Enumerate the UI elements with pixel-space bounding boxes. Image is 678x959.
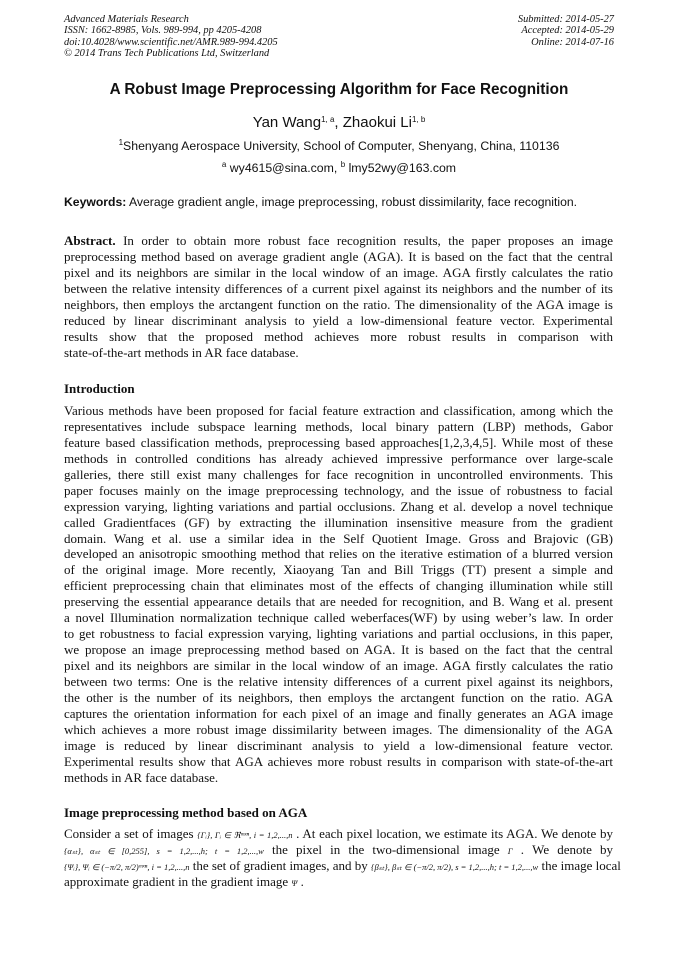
submitted-date: Submitted: 2014-05-27	[517, 14, 614, 25]
intro-line: methods in controlled conditions has already achieved impressive performance over large-scale	[64, 450, 613, 466]
doi-line: doi:10.4028/www.scientific.net/AMR.989-994.4205	[64, 36, 278, 48]
abstract-line: Abstract. In order to obtain more robust face recognition results, the paper proposes an image	[64, 233, 613, 248]
intro-line: to get robustness to facial expression varying, lighting variations and partial occlusions, in this paper,	[64, 626, 613, 642]
submission-dates	[518, 14, 614, 48]
pixel-set-formula: {αₛₜ}, αₛₜ ∈ [0,255], s = 1,2,...,h; t = 1,2,...,w	[64, 845, 264, 856]
abstract-line: pixel and its neighbors are similar in the local window of an image. AGA firstly calculates the ratio	[64, 264, 613, 280]
author-separator: ,	[334, 114, 343, 131]
intro-line: Various methods have been proposed for facial feature extraction and classification, among which the	[64, 403, 613, 418]
email-line	[0, 161, 678, 175]
intro-line: captures the orientation information for each pixel of an image and finally generates an AGA image	[64, 705, 613, 721]
email-a[interactable]: wy4615@sina.com,	[226, 161, 341, 175]
email-b[interactable]: lmy52wy@163.com	[345, 161, 457, 175]
affiliation	[0, 139, 678, 153]
beta-set-formula: {βₛₜ}, βₛₜ ∈ (−π/2, π/2), s = 1,2,...,h; t = 1,2,...,w	[371, 861, 539, 872]
psi-symbol: Ψ	[291, 877, 298, 888]
image-set-formula: {Γᵢ}, Γᵢ ∈ ℜᵐˣⁿ, i = 1,2,...,n	[197, 830, 293, 840]
intro-line: the other is the number of its neighbors, then employs the arctangent function on the ratio. AGA	[64, 689, 613, 705]
author-1: Yan Wang	[252, 114, 322, 131]
author-2: Zhaokui Li	[342, 114, 412, 131]
intro-line: galleries, there still exist many challenges for face recognition in uncontrolled environments. This	[64, 466, 613, 482]
journal-info	[64, 14, 278, 60]
intro-line: Experimental results show that AGA achieves more robust results in comparison with state-of-the-art	[64, 753, 613, 769]
intro-line: we propose an image preprocessing method based on AGA. It is based on the fact that the central	[64, 642, 613, 658]
intro-line: developed an anisotropic smoothing method that relies on the iterative estimation of a blurred version	[64, 546, 613, 562]
affiliation-text: Shenyang Aerospace University, School of Computer, Shenyang, China, 110136	[123, 139, 560, 153]
copyright-line: © 2014 Trans Tech Publications Ltd, Switzerland	[64, 48, 270, 60]
intro-line: image is reduced by linear discriminant analysis to yield a low-dimensional feature vector.	[64, 737, 613, 753]
abstract-line: between the relative intensity differences of a current pixel against its neighbors and the number of its	[64, 280, 613, 296]
section2-line: approximate gradient in the gradient image Ψ .	[64, 873, 304, 889]
introduction-body	[64, 403, 613, 786]
intro-line: efficient preprocessing chain that eliminates most of the effects of changing illumination while still	[64, 578, 613, 594]
paper-title: A Robust Image Preprocessing Algorithm for Face Recognition	[109, 81, 569, 98]
section2-line: {Ψᵢ}, Ψᵢ ∈ (−π/2, π/2)ᵐˣⁿ, i = 1,2,...,n the set of gradient images, and by {βₛₜ}, βₛₜ ∈ (−π/2, π/2), s = 1,2,...,h; t = 1,2,...,w the image local	[64, 857, 621, 873]
section2-heading: Image preprocessing method based on AGA	[64, 805, 308, 820]
abstract-line: state-of-the-art methods in AR face database.	[64, 344, 299, 360]
accepted-date: Accepted: 2014-05-29	[521, 25, 614, 37]
intro-line: between two terms: One is the relative intensity differences of a current pixel against its neighbors,	[64, 673, 613, 689]
abstract-line: neighbors, then employs the arctangent function on the ratio. The dimensionality of the AGA image is	[64, 296, 613, 312]
email-b-sup: b	[340, 160, 346, 169]
issn-line: ISSN: 1662-8985, Vols. 989-994, pp 4205-4208	[64, 25, 262, 37]
keywords-label: Keywords:	[64, 195, 127, 209]
online-date: Online: 2014-07-16	[531, 36, 614, 48]
abstract	[64, 233, 613, 361]
intro-line: methods in AR face database.	[64, 769, 219, 785]
abstract-label: Abstract.	[64, 233, 116, 248]
abstract-line: reduced by linear discriminant analysis to yield a low-dimensional feature vector. Experimental	[64, 312, 613, 328]
section2-line: Consider a set of images {Γᵢ}, Γᵢ ∈ ℜᵐˣⁿ, i = 1,2,...,n . At each pixel location, we estimate its AGA. We denote by	[64, 826, 613, 841]
author-2-sup: 1, b	[411, 115, 426, 124]
intro-line: domain. Wang et al. use a similar idea in the Self Quotient Image. Gross and Brajovic (GB)	[64, 530, 613, 546]
gradient-set-formula: {Ψᵢ}, Ψᵢ ∈ (−π/2, π/2)ᵐˣⁿ, i = 1,2,...,n	[64, 861, 190, 872]
author-line	[0, 114, 678, 131]
introduction-heading: Introduction	[64, 381, 135, 396]
intro-line: of the original image. More recently, Xiaoyang Tan and Bill Triggs (TT) present a simple and	[64, 562, 613, 578]
keywords-text: Average gradient angle, image preprocessing, robust dissimilarity, face recognition.	[126, 195, 578, 209]
gamma-symbol: Γ	[507, 845, 513, 856]
abstract-line: results show that the proposed method achieves more robust results in comparison with	[64, 328, 613, 344]
affiliation-sup: 1	[118, 138, 124, 147]
intro-line: a novel Illumination normalization technique called weberfaces(WF) by using weber’s law. In order	[64, 610, 613, 626]
intro-line: representatives include subspace learning methods, local binary pattern (LBP) methods, Gabor	[64, 418, 613, 434]
intro-line: feature based classification methods, preprocessing based approaches[1,2,3,4,5]. While most of these	[64, 434, 613, 450]
email-a-sup: a	[221, 160, 227, 169]
section2-body	[64, 826, 621, 890]
intro-line: called Gradientfaces (GF) by extracting the illumination insensitive measure from the gradient	[64, 514, 613, 530]
intro-line: paper focuses mainly on the image preprocessing technology, and the issue of robustness to facial	[64, 482, 613, 498]
section2-line: {αₛₜ}, αₛₜ ∈ [0,255], s = 1,2,...,h; t = 1,2,...,w the pixel in the two-dimensional image Γ . We denote by	[64, 841, 613, 857]
author-1-sup: 1, a	[321, 115, 335, 124]
intro-line: expression varying, lighting variations and partial occlusions. Zhang et al. develop a novel technique	[64, 498, 613, 514]
intro-line: preserving the essential appearance details that are needed for recognition, and B. Wang et al. present	[64, 594, 613, 610]
keywords	[64, 195, 624, 209]
journal-name: Advanced Materials Research	[64, 14, 189, 25]
abstract-line: preprocessing method based on average gradient angle (AGA). It is based on the fact that the central	[64, 248, 613, 264]
intro-line: which achieves a more robust image dissimilarity between images. The dimensionality of the AGA	[64, 721, 613, 737]
intro-line: pixel and its neighbors are similar in the local window of an image. AGA firstly calculates the ratio	[64, 658, 613, 673]
